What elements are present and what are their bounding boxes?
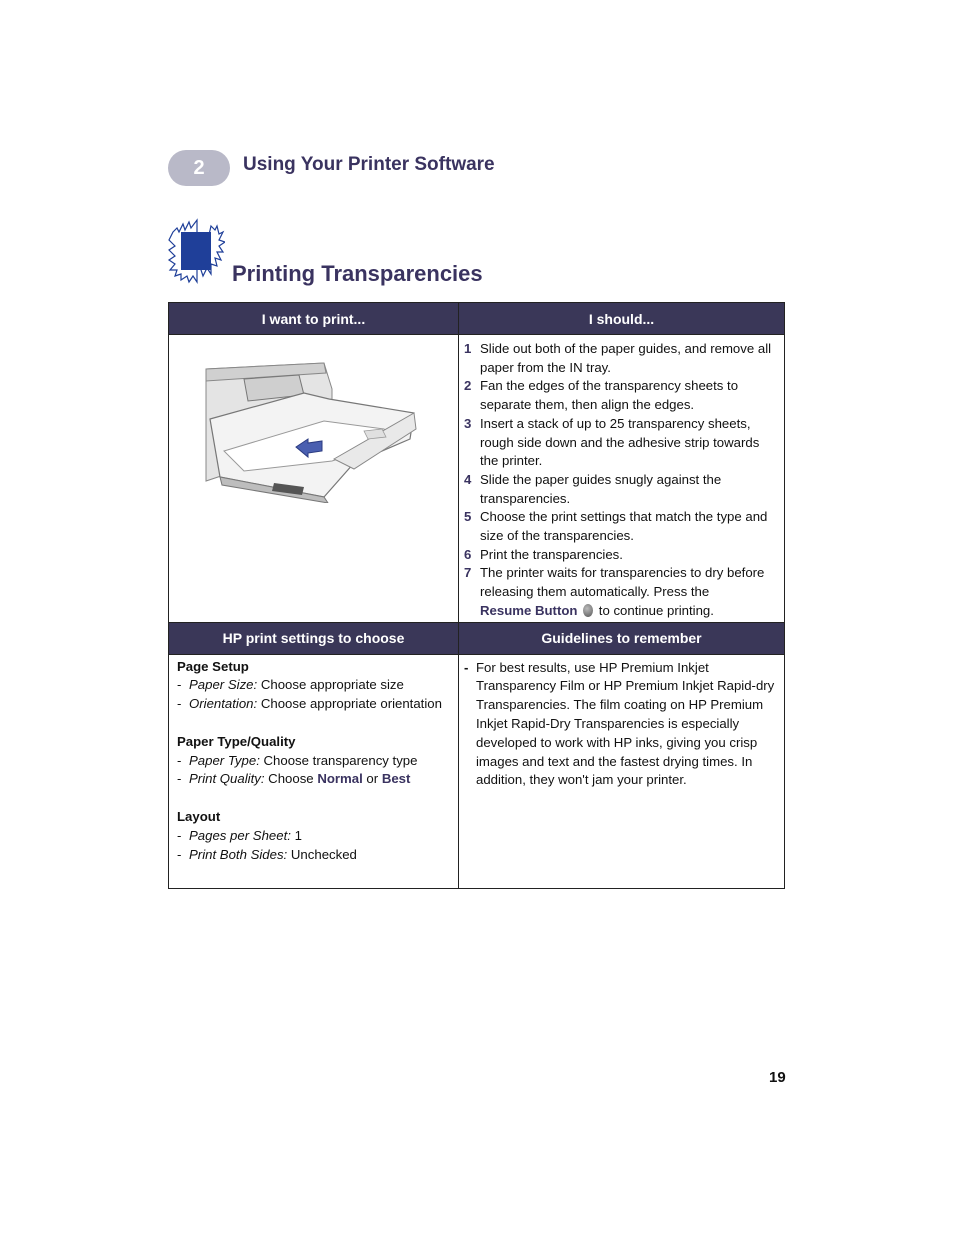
list-item: 6 Print the transparencies. (464, 546, 623, 562)
printer-illustration (204, 359, 418, 503)
header-i-want-to-print: I want to print... (169, 303, 459, 335)
layout-title: Layout (177, 808, 221, 824)
setting-paper-size: - Paper Size: Choose appropriate size (177, 677, 404, 693)
setting-orientation: - Orientation: Choose appropriate orientation (177, 696, 442, 712)
setting-paper-type: - Paper Type: Choose transparency type (177, 752, 418, 768)
guidelines-cell: - For best results, use HP Premium Inkjet Transparency Film or HP Premium Inkjet Rapid-dry Transparencies. The film coating on HP Premium Inkjet Rapid-Dry Transparencies is especially developed to work with HP inks, giving you crisp images and text and the fastest drying times. In addition, they won't jam your printer. (459, 654, 785, 888)
header-hp-print-settings: HP print settings to choose (169, 622, 459, 654)
setting-pages-per-sheet: - Pages per Sheet: 1 (177, 827, 302, 843)
list-item: 4 Slide the paper guides snugly against the transparencies. (464, 471, 722, 506)
chapter-number-badge (168, 150, 230, 186)
chapter-title: Using Your Printer Software (243, 154, 495, 175)
page-number: 19 (769, 1069, 786, 1086)
list-item: 2 Fan the edges of the transparency sheets to separate them, then align the edges. (464, 378, 739, 413)
list-item: 1 Slide out both of the paper guides, and remove all paper from the IN tray. (464, 341, 772, 375)
page-setup-title: Page Setup (177, 658, 249, 674)
list-item: 3 Insert a stack of up to 25 transparency sheets, rough side down and the adhesive strip towards the printer. (464, 415, 760, 469)
resume-button-link: Resume Button (480, 602, 578, 618)
instructions-table (168, 302, 785, 889)
paper-type-quality-title: Paper Type/Quality (177, 733, 296, 749)
setting-print-quality: - Print Quality: Choose Normal or Best (177, 771, 411, 787)
chapter-number: 2 (193, 156, 205, 179)
steps-cell (459, 335, 785, 623)
header-i-should: I should... (459, 303, 785, 335)
list-item: 5 Choose the print settings that match the type and size of the transparencies. (464, 509, 768, 544)
list-item: 7 The printer waits for transparencies to dry before releasing them automatically. Press the Resume Button to continue printing. (464, 565, 765, 618)
section-burst-icon (167, 218, 225, 284)
guideline-text: For best results, use HP Premium Inkjet Transparency Film or HP Premium Inkjet Rapid-dry Transparencies. The film coating on HP Premium Inkjet Rapid-Dry Transparencies is especially developed to work with HP inks, giving you crisp images and text and the fastest drying times. In addition, they won't jam your printer. (476, 659, 775, 788)
header-guidelines: Guidelines to remember (459, 622, 785, 654)
setting-print-both-sides: - Print Both Sides: Unchecked (177, 846, 357, 862)
settings-cell (169, 654, 459, 888)
resume-button-icon (583, 604, 593, 617)
illustration-cell (169, 335, 459, 623)
section-title: Printing Transparencies (232, 261, 483, 286)
steps-list (460, 336, 783, 621)
